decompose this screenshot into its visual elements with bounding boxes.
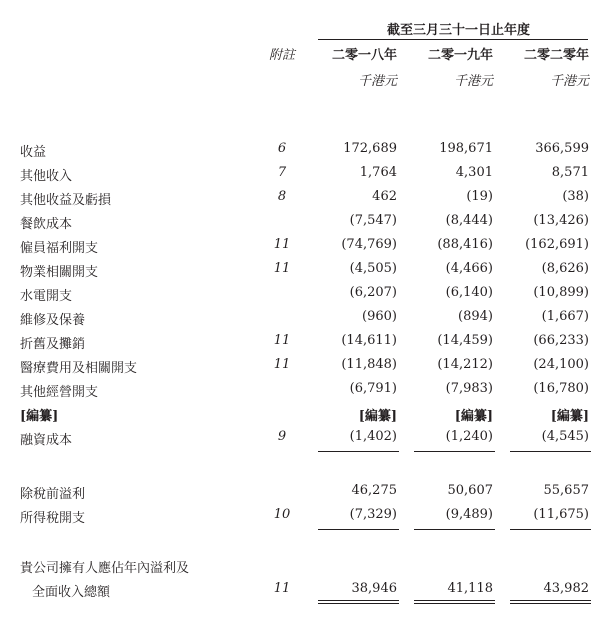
value-2018: (74,769) <box>341 237 397 252</box>
value-2020: 55,657 <box>543 483 589 498</box>
row-note: 10 <box>273 507 291 522</box>
row-label: 僱員福利開支 <box>20 241 99 256</box>
unit-label-2020: 千港元 <box>549 74 589 89</box>
value-2019: (14,459) <box>437 333 493 348</box>
value-2020: (162,691) <box>525 237 589 252</box>
table-row <box>0 309 614 329</box>
value-2019: (894) <box>458 309 493 324</box>
row-label: 除稅前溢利 <box>20 487 86 502</box>
value-2020: (38) <box>562 189 589 204</box>
value-2018: 1,764 <box>359 165 397 180</box>
total-label-line2: 全面收入總額 <box>32 585 111 600</box>
total-double-rule-2020-b <box>510 603 591 604</box>
period-heading: 截至三月三十一日止年度 <box>387 23 531 38</box>
row-note: 11 <box>273 333 291 348</box>
tax-rule-2019 <box>414 529 495 530</box>
row-label: 融資成本 <box>20 433 73 448</box>
value-2020: 8,571 <box>551 165 589 180</box>
value-2018: (14,611) <box>341 333 397 348</box>
total-double-rule-2019-b <box>414 603 495 604</box>
value-2019: (1,240) <box>445 429 493 444</box>
subtotal-rule-2020 <box>510 451 591 452</box>
table-row <box>0 165 614 185</box>
row-label: 醫療費用及相關開支 <box>20 361 138 376</box>
row-label: 物業相關開支 <box>20 265 99 280</box>
value-2018: 172,689 <box>343 141 397 156</box>
value-2020: (24,100) <box>533 357 589 372</box>
value-2020: (10,899) <box>533 285 589 300</box>
tax-rule-2018 <box>318 529 399 530</box>
table-row <box>0 189 614 209</box>
value-2019: (6,140) <box>445 285 493 300</box>
value-2019: (8,444) <box>445 213 493 228</box>
row-label: [編纂] <box>20 409 59 424</box>
value-2020: (1,667) <box>541 309 589 324</box>
row-note: 6 <box>277 141 287 156</box>
table-row <box>0 141 614 161</box>
row-label: 其他收入 <box>20 169 73 184</box>
year-heading-2020: 二零二零年 <box>523 48 589 63</box>
table-row <box>0 333 614 353</box>
note-column-heading: 附註 <box>268 48 295 63</box>
row-note: 11 <box>273 261 291 276</box>
value-2018: (1,402) <box>349 429 397 444</box>
total-double-rule-2020-a <box>510 600 591 601</box>
value-2020: (16,780) <box>533 381 589 396</box>
table-row <box>0 429 614 449</box>
value-2019: (19) <box>466 189 493 204</box>
row-note: 8 <box>277 189 287 204</box>
value-2019: (7,983) <box>445 381 493 396</box>
total-double-rule-2018-b <box>318 603 399 604</box>
table-row <box>0 405 614 425</box>
row-note: 11 <box>273 237 291 252</box>
value-2019: (88,416) <box>437 237 493 252</box>
total-row <box>0 581 614 601</box>
value-2018: (6,207) <box>349 285 397 300</box>
value-2018: (11,848) <box>341 357 397 372</box>
value-2020: 366,599 <box>535 141 589 156</box>
value-2019: [編纂] <box>454 409 493 424</box>
row-label: 收益 <box>20 145 47 160</box>
year-heading-2018: 二零一八年 <box>331 48 397 63</box>
value-2020: [編纂] <box>550 409 589 424</box>
table-row <box>0 213 614 233</box>
table-row <box>0 381 614 401</box>
table-row <box>0 237 614 257</box>
value-2020: (8,626) <box>541 261 589 276</box>
value-2018: 462 <box>372 189 397 204</box>
table-row <box>0 261 614 281</box>
value-2018: (7,547) <box>349 213 397 228</box>
value-2019: 198,671 <box>439 141 493 156</box>
period-underline <box>318 39 588 40</box>
subtotal-rule-2019 <box>414 451 495 452</box>
row-note: 11 <box>273 357 291 372</box>
value-2019: (14,212) <box>437 357 493 372</box>
value-2019: 50,607 <box>447 483 493 498</box>
row-label: 餐飲成本 <box>20 217 73 232</box>
total-value-2020: 43,982 <box>543 581 589 596</box>
table-row <box>0 285 614 305</box>
value-2018: (960) <box>362 309 397 324</box>
value-2019: 4,301 <box>455 165 493 180</box>
row-label: 水電開支 <box>20 289 73 304</box>
row-label: 其他經營開支 <box>20 385 99 400</box>
total-double-rule-2019-a <box>414 600 495 601</box>
total-value-2018: 38,946 <box>351 581 397 596</box>
row-note: 11 <box>273 581 291 596</box>
value-2020: (66,233) <box>533 333 589 348</box>
row-note: 9 <box>277 429 287 444</box>
total-label-line1: 貴公司擁有人應佔年內溢利及 <box>20 561 190 576</box>
unit-label-2018: 千港元 <box>357 74 397 89</box>
row-label: 所得稅開支 <box>20 511 86 526</box>
row-label: 折舊及攤銷 <box>20 337 86 352</box>
value-2020: (4,545) <box>541 429 589 444</box>
tax-rule-2020 <box>510 529 591 530</box>
row-note: 7 <box>277 165 287 180</box>
year-heading-2019: 二零一九年 <box>427 48 493 63</box>
total-double-rule-2018-a <box>318 600 399 601</box>
subtotal-rule-2018 <box>318 451 399 452</box>
value-2018: 46,275 <box>351 483 397 498</box>
value-2018: (7,329) <box>349 507 397 522</box>
value-2018: (4,505) <box>349 261 397 276</box>
table-row <box>0 507 614 527</box>
value-2018: [編纂] <box>358 409 397 424</box>
value-2020: (13,426) <box>533 213 589 228</box>
value-2019: (4,466) <box>445 261 493 276</box>
table-row <box>0 483 614 503</box>
row-label: 其他收益及虧損 <box>20 193 112 208</box>
row-label: 維修及保養 <box>20 313 86 328</box>
value-2019: (9,489) <box>445 507 493 522</box>
value-2020: (11,675) <box>533 507 589 522</box>
unit-label-2019: 千港元 <box>453 74 493 89</box>
table-row <box>0 357 614 377</box>
total-value-2019: 41,118 <box>447 581 493 596</box>
value-2018: (6,791) <box>349 381 397 396</box>
